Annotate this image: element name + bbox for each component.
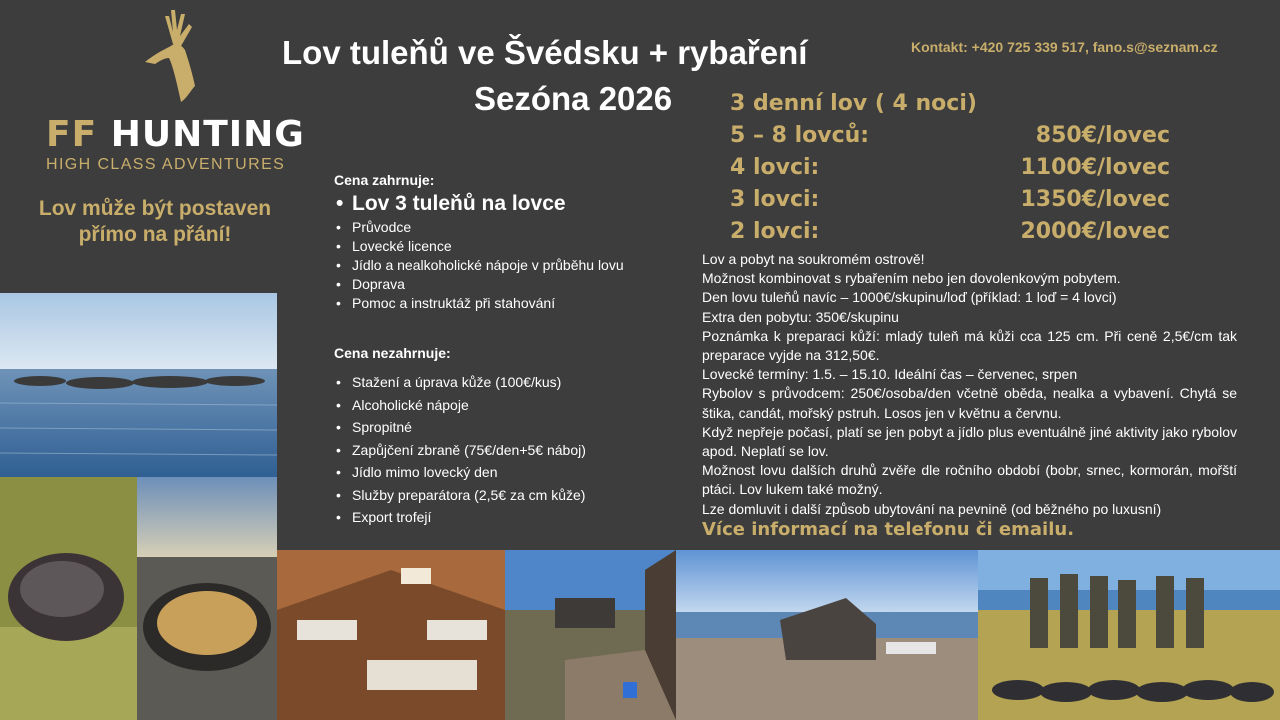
info-line: Možnost kombinovat s rybařením nebo jen dovolenkovým pobytem. [702, 270, 1121, 287]
pricing-group: 4 lovci: [730, 155, 820, 180]
photo-cabin-interior [277, 550, 505, 720]
list-item: • Průvodce [334, 218, 634, 237]
photo-island-hut [676, 550, 978, 720]
brand-tagline: HIGH CLASS ADVENTURES [46, 156, 286, 173]
excludes-list [334, 371, 664, 529]
info-line: Den lovu tuleňů navíc – 1000€/skupinu/loď (příklad: 1 loď = 4 lovci) [702, 289, 1117, 306]
season-title: Sezóna 2026 [474, 80, 673, 117]
info-line: Lov a pobyt na soukromém ostrově! [702, 251, 925, 267]
brand-ff: FF [46, 114, 98, 155]
price-includes [334, 172, 634, 313]
excludes-title: Cena nezahrnuje: [334, 345, 451, 361]
info-line: Lze domluvit i další způsob ubytování na pevnině (od běžného po luxusní) [702, 500, 1162, 517]
pricing-heading: 3 denní lov ( 4 noci) [730, 91, 977, 116]
list-item: • Lovecké licence [334, 237, 634, 256]
includes-title: Cena zahrnuje: [334, 172, 435, 188]
list-item: • Zapůjčení zbraně (75€/den+5€ náboj) [334, 439, 664, 462]
info-line: Když nepřeje počasí, platí se jen pobyt a jídlo plus eventuálně jiné aktivity jako rybolov apod. Neplatí se lov. [702, 423, 1237, 460]
info-line: Rybolov s průvodcem: 250€/osoba/den včetně oběda, nealka a vybavení. Chytá se štika, candát, mořský pstruh. Losos jen v květnu a červnu. [702, 385, 1237, 421]
contact-info: Kontakt: +420 725 339 517, fano.s@seznam.cz [911, 39, 1218, 55]
pricing-table [730, 88, 1170, 248]
pricing-row [730, 120, 1170, 152]
pricing-price: 1350€/lovec [1020, 187, 1170, 212]
photo-cabin-deck [505, 550, 676, 720]
pricing-price: 850€/lovec [1035, 123, 1170, 148]
includes-list [334, 190, 634, 313]
custom-hunt-note: Lov může být postaven přímo na přání! [38, 197, 272, 246]
list-item: • Služby preparátora (2,5€ za cm kůže) [334, 484, 664, 507]
pricing-group: 3 lovci: [730, 187, 820, 212]
photo-hunters-group [978, 550, 1280, 720]
pricing-row [730, 216, 1170, 248]
pricing-price: 1100€/lovec [1020, 155, 1170, 180]
list-item: • Alcoholické nápoje [334, 394, 664, 417]
list-item: • Doprava [334, 275, 634, 294]
logo [40, 6, 310, 176]
pricing-price: 2000€/lovec [1020, 219, 1170, 244]
photo-seal-colony [0, 293, 277, 477]
list-item: • Jídlo a nealkoholické nápoje v průběhu lovu [334, 256, 634, 275]
page-title: Lov tuleňů ve Švédsku + rybaření [282, 34, 808, 71]
more-info: Více informací na telefonu či emailu. [702, 519, 1075, 540]
deer-head-icon [135, 6, 215, 106]
price-excludes [334, 345, 664, 529]
photo-food-platter [137, 477, 277, 720]
info-line: Extra den pobytu: 350€/skupinu [702, 308, 899, 325]
info-line: Lovecké termíny: 1.5. – 15.10. Ideální čas – červenec, srpen [702, 366, 1078, 383]
list-item: • Jídlo mimo lovecký den [334, 461, 664, 484]
brand-name [46, 114, 305, 155]
list-item: • Spropitné [334, 416, 664, 439]
list-item: • Lov 3 tuleňů na lovce [334, 190, 634, 218]
photo-seal-skin [0, 477, 137, 720]
pricing-group: 2 lovci: [730, 219, 820, 244]
info-line: Možnost lovu dalších druhů zvěře dle ročního období (bobr, srnec, kormorán, mořští ptáci. Lov lukem také možný. [702, 462, 1237, 498]
list-item: • Pomoc a instruktáž při stahování [334, 294, 634, 313]
list-item: • Stažení a úprava kůže (100€/kus) [334, 371, 664, 394]
info-text [702, 250, 1237, 519]
pricing-row [730, 152, 1170, 184]
brand-hunting: HUNTING [110, 114, 305, 155]
pricing-group: 5 – 8 lovců: [730, 123, 870, 148]
pricing-row [730, 184, 1170, 216]
list-item: • Export trofejí [334, 506, 664, 529]
info-line: Poznámka k preparaci kůží: mladý tuleň má kůži cca 125 cm. Při ceně 2,5€/cm tak preparace vyjde na 312,50€. [702, 327, 1237, 364]
